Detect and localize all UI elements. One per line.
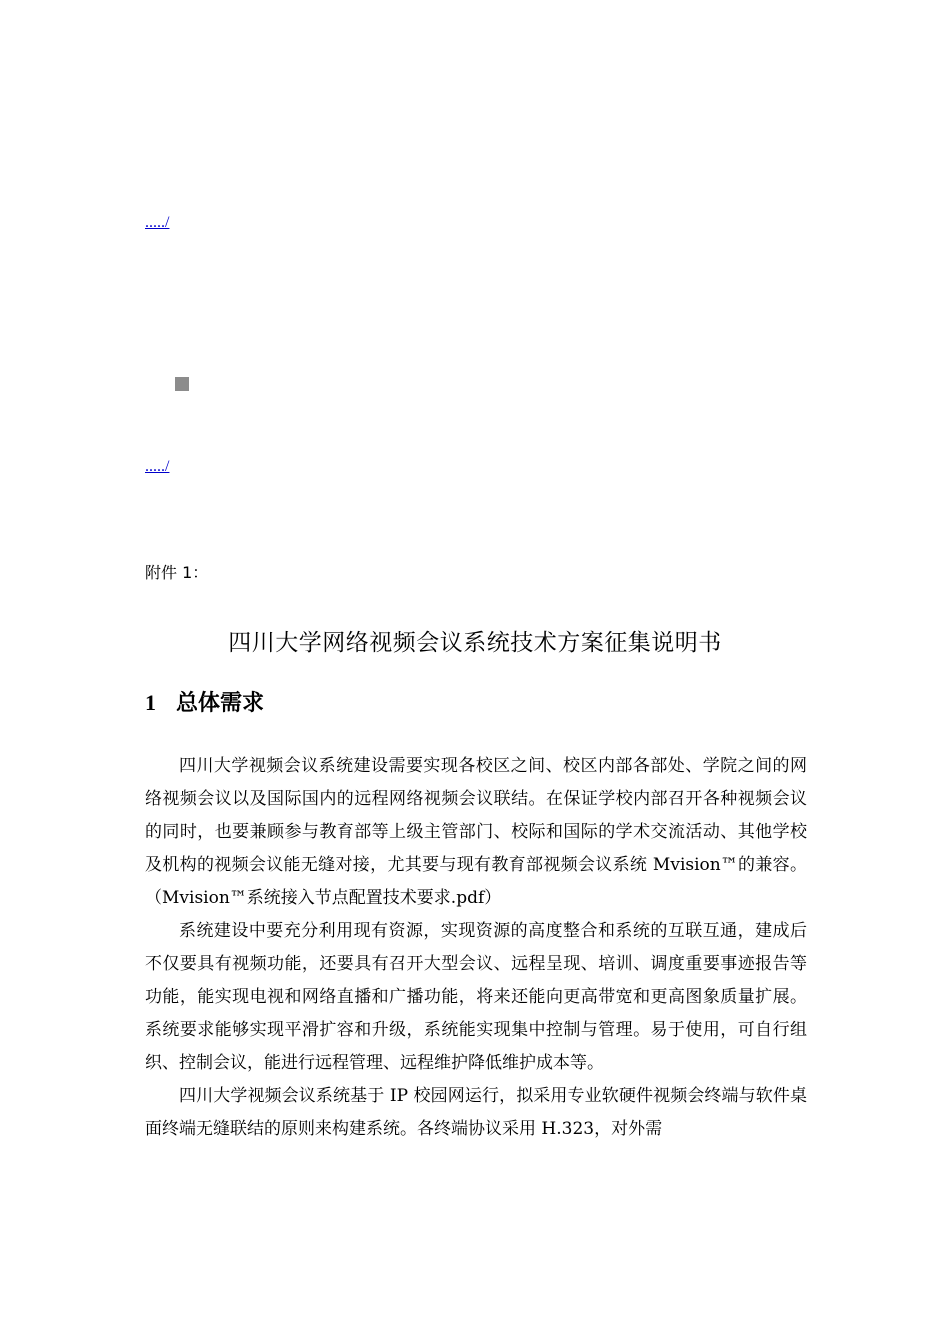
section-number: 1 (145, 690, 156, 715)
paragraph-1: 四川大学视频会议系统建设需要实现各校区之间、校区内部各部处、学院之间的网络视频会议以及国际国内的远程网络视频会议联结。在保证学校内部召开各种视频会议的同时，也要兼顾参与教育部等上级主管部门、校际和国际的学术交流活动、其他学校及机构的视频会议能无缝对接，尤其要与现有教育部视频会议系统 Mvision™的兼容。（Mvision™系统接入节点配置技术要求.pdf） (145, 756, 807, 908)
paragraph-3: 四川大学视频会议系统基于 IP 校园网运行，拟采用专业软硬件视频会终端与软件桌面终端无缝联结的原则来构建系统。各终端协议采用 H.323，对外需 (145, 1086, 807, 1139)
section-heading (145, 686, 264, 717)
body-text (145, 750, 807, 1146)
bottom-link[interactable]: ...../ (145, 458, 170, 475)
square-bullet-icon (175, 377, 189, 391)
top-link[interactable]: ...../ (145, 214, 170, 231)
document-title: 四川大学网络视频会议系统技术方案征集说明书 (228, 630, 722, 656)
attachment-label: 附件 1： (145, 563, 209, 582)
paragraph-2: 系统建设中要充分利用现有资源，实现资源的高度整合和系统的互联互通，建成后不仅要具有视频功能，还要具有召开大型会议、远程呈现、培训、调度重要事迹报告等功能，能实现电视和网络直播和广播功能，将来还能向更高带宽和更高图象质量扩展。系统要求能够实现平滑扩容和升级，系统能实现集中控制与管理。易于使用，可自行组织、控制会议，能进行远程管理、远程维护降低维护成本等。 (145, 921, 807, 1073)
section-title: 总体需求 (176, 691, 265, 716)
